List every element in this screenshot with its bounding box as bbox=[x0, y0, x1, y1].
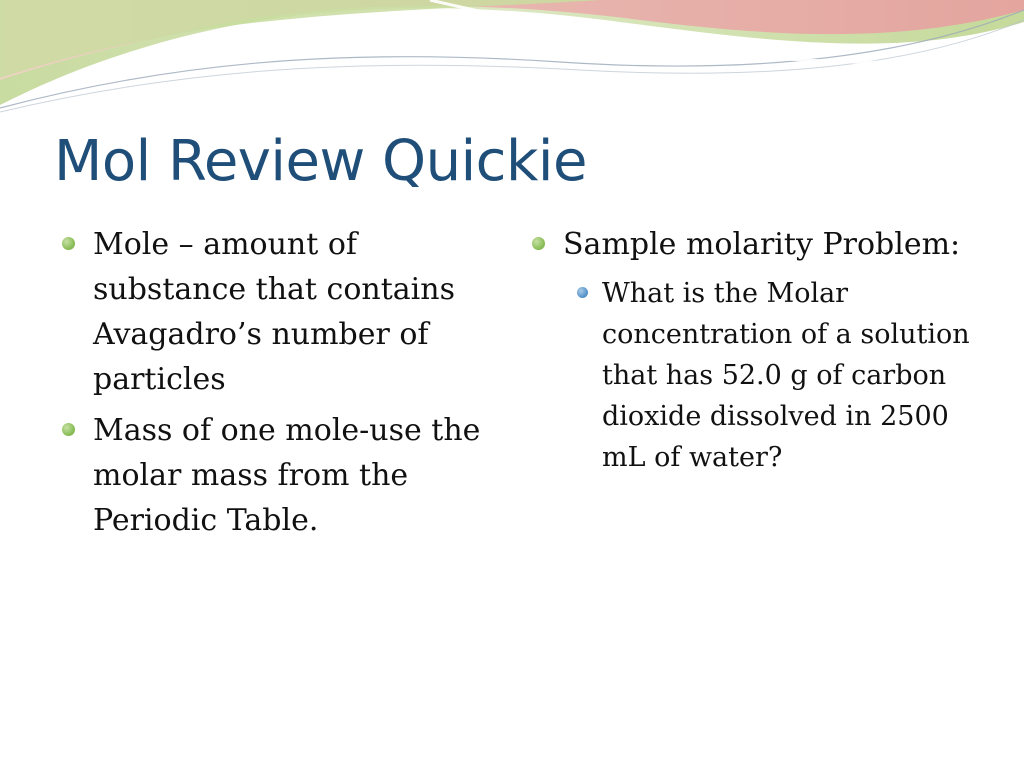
bullet-item bbox=[532, 222, 972, 267]
slide-title: Mol Review Quickie bbox=[54, 129, 587, 194]
bullet-item bbox=[62, 408, 502, 543]
left-column bbox=[62, 222, 502, 549]
bullet-item bbox=[62, 222, 502, 402]
bullet-text: Mole – amount of substance that contains Avagadro’s number of particles bbox=[93, 227, 455, 397]
bullet-dot-icon bbox=[532, 237, 545, 250]
sub-bullet-text: What is the Molar concentration of a solution that has 52.0 g of carbon dioxide dissolved in 2500 mL of water? bbox=[602, 278, 970, 473]
header-wave-decoration bbox=[0, 0, 1024, 120]
bullet-text: Sample molarity Problem: bbox=[563, 227, 961, 262]
bullet-dot-icon bbox=[62, 237, 75, 250]
sub-bullet-dot-icon bbox=[577, 287, 588, 298]
sub-bullet-item bbox=[572, 273, 972, 478]
bullet-dot-icon bbox=[62, 423, 75, 436]
right-column bbox=[532, 222, 972, 478]
bullet-text: Mass of one mole-use the molar mass from the Periodic Table. bbox=[93, 413, 481, 538]
